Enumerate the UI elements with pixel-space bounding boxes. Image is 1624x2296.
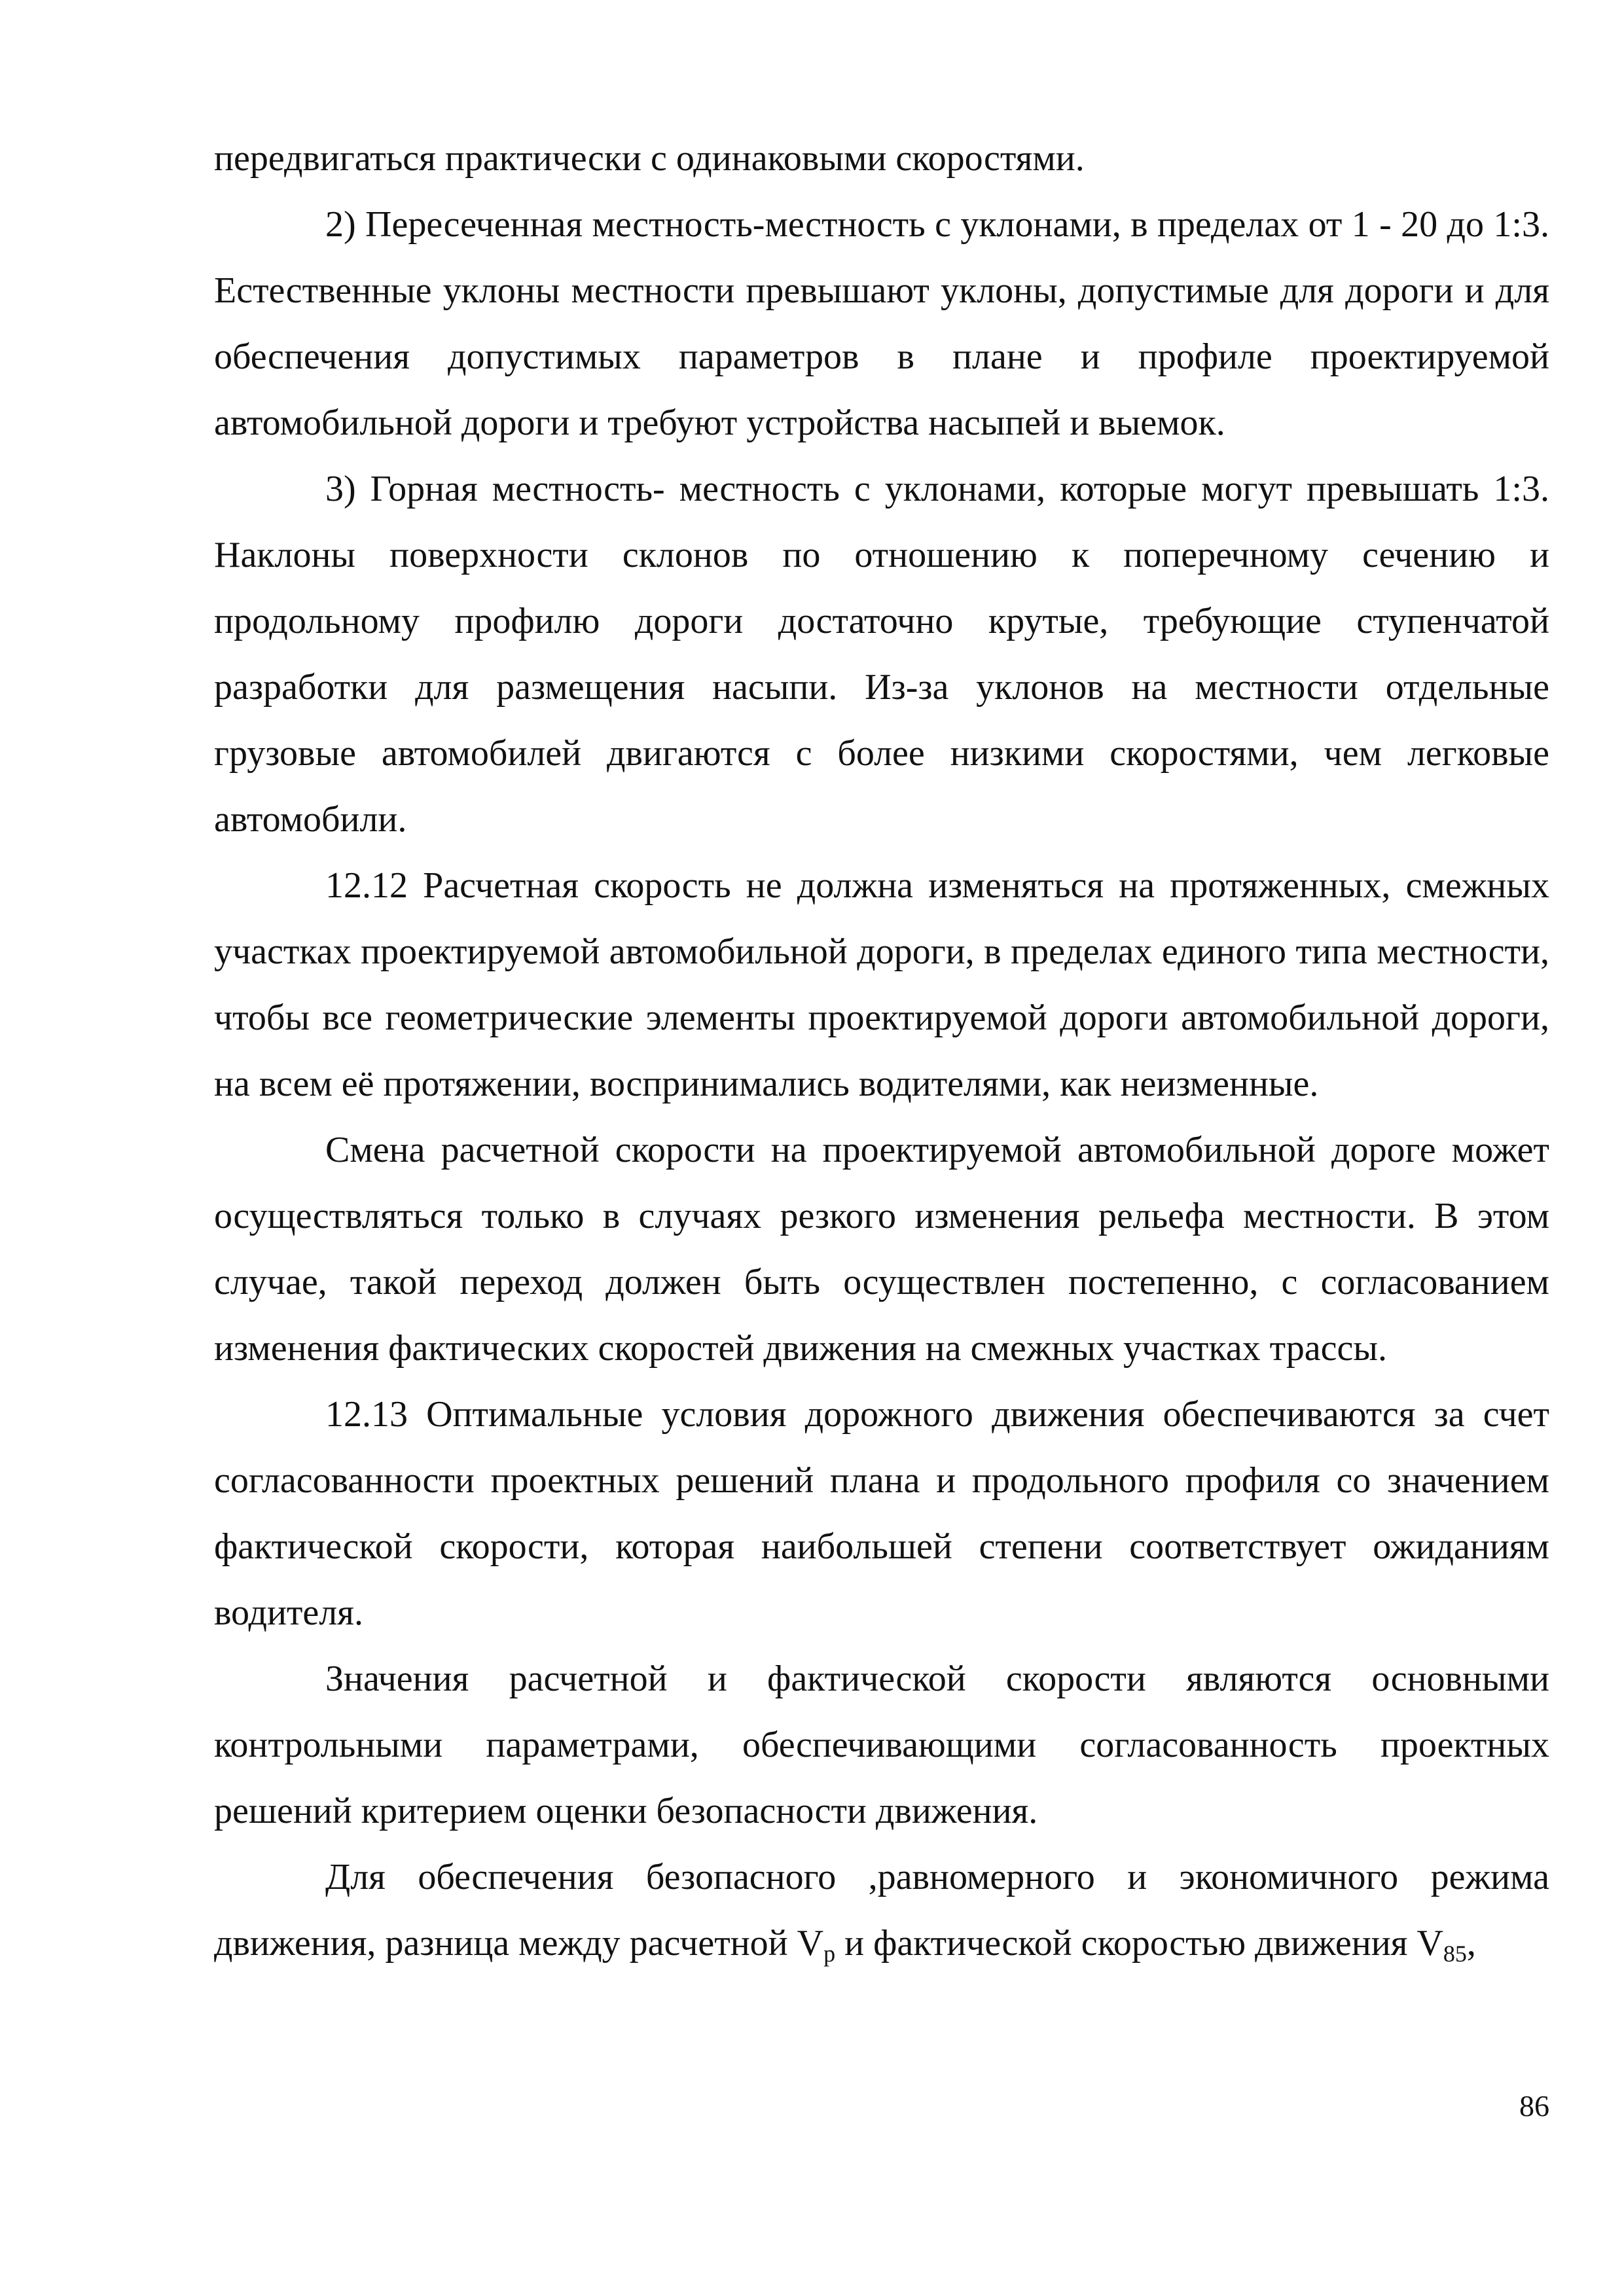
subscript-85: 85 bbox=[1443, 1941, 1467, 1967]
paragraph-12-13: 12.13 Оптимальные условия дорожного движения обеспечиваются за счет согласованности проектных решений плана и продольного профиля со значением фактической скорости, которая наибольшей степени соответствует ожиданиям водителя. bbox=[214, 1394, 1549, 1633]
paragraph-continuation: передвигаться практически с одинаковыми скоростями. bbox=[214, 138, 1085, 179]
paragraph-mountain-terrain: 3) Горная местность- местность с уклонами, которые могут превышать 1:3. Наклоны поверхности склонов по отношению к поперечному сечению и продольному профилю дороги достаточно крутые, требующие ступенчатой разработки для размещения насыпи. Из-за уклонов на местности отдельные грузовые автомобилей двигаются с более низкими скоростями, чем легковые автомобили. bbox=[214, 469, 1549, 840]
subscript-p: p bbox=[823, 1941, 836, 1967]
paragraph-control-parameters: Значения расчетной и фактической скорости являются основными контрольными параметрами, обеспечивающими согласованность проектных решений критерием оценки безопасности движения. bbox=[214, 1659, 1549, 1831]
page-number: 86 bbox=[1519, 2089, 1549, 2123]
paragraph-rugged-terrain: 2) Пересеченная местность-местность с уклонами, в пределах от 1 - 20 до 1:3. Естественные уклоны местности превышают уклоны, допустимые для дороги и для обеспечения допустимых параметров в плане и профиле проектируемой автомобильной дороги и требуют устройства насыпей и выемок. bbox=[214, 204, 1549, 443]
page-body bbox=[214, 126, 1549, 1977]
paragraph-speed-difference bbox=[214, 1844, 1549, 1977]
text-segment: и фактической скоростью движения V bbox=[835, 1923, 1443, 1964]
paragraph-12-12: 12.12 Расчетная скорость не должна изменяться на протяженных, смежных участках проектируемой автомобильной дороги, в пределах единого типа местности, чтобы все геометрические элементы проектируемой дороги автомобильной дороги, на всем её протяжении, воспринимались водителями, как неизменные. bbox=[214, 865, 1549, 1104]
paragraph-speed-change: Смена расчетной скорости на проектируемой автомобильной дороге может осуществляться только в случаях резкого изменения рельефа местности. В этом случае, такой переход должен быть осуществлен постепенно, с согласованием изменения фактических скоростей движения на смежных участках трассы. bbox=[214, 1130, 1549, 1369]
text-segment: Для обеспечения безопасного ,равномерного и экономичного режима движения, разница между расчетной V bbox=[214, 1857, 1549, 1964]
text-segment: , bbox=[1466, 1923, 1476, 1964]
